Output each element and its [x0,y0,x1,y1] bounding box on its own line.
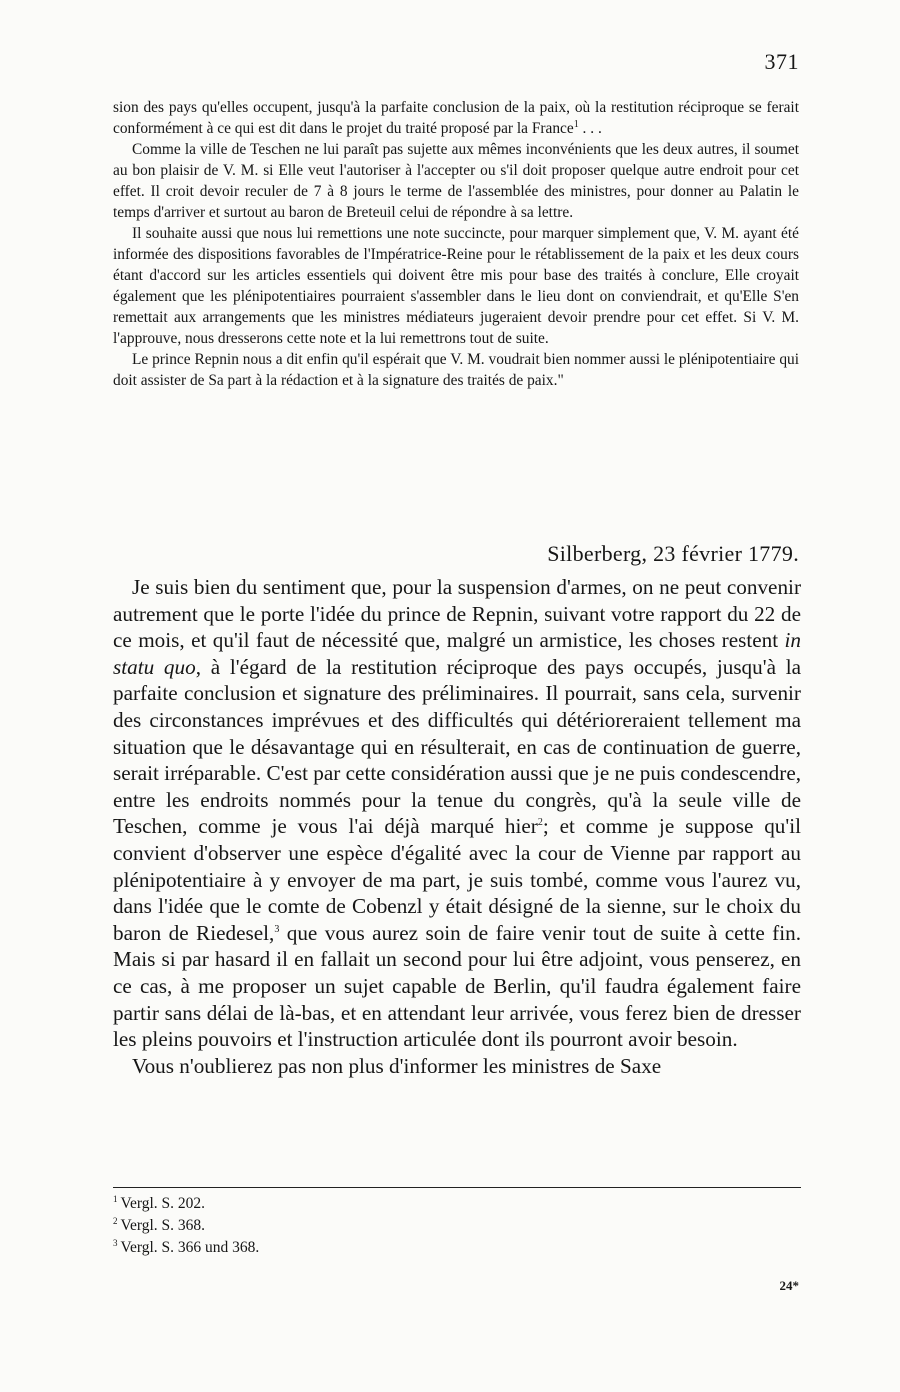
letter-text: que vous aurez soin de faire venir tout de suite à cette fin. Mais si par hasard il en fallait un second pour lui être adjoint, vous penserez, en ce cas, à me proposer un sujet capable de Berlin, qu'il faudra également faire partir sans délai de là-bas, et en attendant leur arrivée, vous ferez bien de dresser les pleins pouvoirs et l'instruction articulée dont ils pourront avoir besoin. [113,920,801,1052]
latin-phrase: in statu quo [113,628,801,679]
footnote-text: Vergl. S. 368. [120,1217,206,1234]
footnote [113,1215,513,1237]
letter-body [113,574,801,1079]
quoted-report-block [113,97,799,391]
footnote-text: Vergl. S. 366 und 368. [120,1239,260,1256]
letter-text: ; et comme je suppose qu'il convient d'observer une espèce d'égalité avec la cour de Vienne par rapport au plénipotentiaire à y envoyer de ma part, je suis tombé, comme vous l'aurez vu, dans l'idée que le comte de Cobenzl y était désigné de la sienne, sur le choix du baron de Riedesel, [113,814,801,945]
letter-text: Je suis bien du sentiment que, pour la suspension d'armes, on ne peut convenir autrement que le porte l'idée du prince de Repnin, suivant votre rapport du 22 de ce mois, et qu'il faut de nécessité que, malgré un armistice, les choses restent [113,575,801,653]
footnote-mark: 1 [573,118,579,130]
report-paragraph [113,97,799,139]
letter-dateline: Silberberg, 23 février 1779. [547,541,799,566]
footnote-number: 3 [113,1237,118,1248]
report-paragraph-text: sion des pays qu'elles occupent, jusqu'à la parfaite conclusion de la paix, où la restitution réciproque se ferait conformément à ce qui est dit dans le projet du traité proposé par la France [113,99,799,137]
printer-signature: 24* [779,1278,799,1293]
footnote-divider [113,1187,801,1188]
footnote-text: Vergl. S. 202. [120,1195,206,1212]
footnote [113,1193,513,1215]
report-paragraph: Il souhaite aussi que nous lui remettions une note succincte, pour marquer simplement que, V. M. ayant été informée des dispositions favorables de l'Impératrice-Reine pour le rétablissement de la paix et les deux cours étant d'accord sur les articles essentiels qui doivent être mis pour base des traités à conclure, Elle croyait également que les plénipotentiaires pourraient s'assembler dans le lieu dont on conviendrait, et qu'Elle S'en remettait aux arrangements que les ministres médiateurs jugeraient devoir prendre pour cet effet. Si V. M. l'approuve, nous dresserons cette note et la lui remettrons tout de suite. [113,225,799,347]
footnote [113,1237,513,1259]
page-number: 371 [764,49,799,74]
footnote-mark: 2 [537,817,543,829]
ellipsis: . . . [578,120,602,137]
footnotes [113,1193,513,1259]
report-paragraph: Comme la ville de Teschen ne lui paraît pas sujette aux mêmes inconvénients que les deux autres, il soumet au bon plaisir de V. M. si Elle veut l'autoriser à l'accepter ou s'il doit proposer quelque autre endroit pour cet effet. Il croit devoir reculer de 7 à 8 jours le terme de l'assemblée des ministres, pour donner au Palatin le temps d'arriver et surtout au baron de Breteuil celui de répondre à sa lettre. [113,141,799,221]
footnote-mark: 3 [274,923,280,935]
report-paragraph: Le prince Repnin nous a dit enfin qu'il espérait que V. M. voudrait bien nommer aussi le plénipotentiaire qui doit assister de Sa part à la rédaction et à la signature des traités de paix." [113,351,799,389]
letter-paragraph: Vous n'oublierez pas non plus d'informer les ministres de Saxe [132,1053,662,1078]
footnote-number: 2 [113,1215,118,1226]
letter-text: , à l'égard de la restitution réciproque des pays occupés, jusqu'à la parfaite conclusion et signature des préliminaires. Il pourrait, sans cela, survenir des circonstances imprévues et des difficultés qui détérioreraient tellement ma situation que le désavantage qui en résulterait, en cas de continuation de guerre, serait irréparable. C'est par cette considération aussi que je ne puis condescendre, entre les endroits nommés pour la tenue du congrès, qu'à la seule ville de Teschen, comme je vous l'ai déjà marqué hier [113,654,802,839]
footnote-number: 1 [113,1193,118,1204]
letter-paragraph [113,574,801,1053]
